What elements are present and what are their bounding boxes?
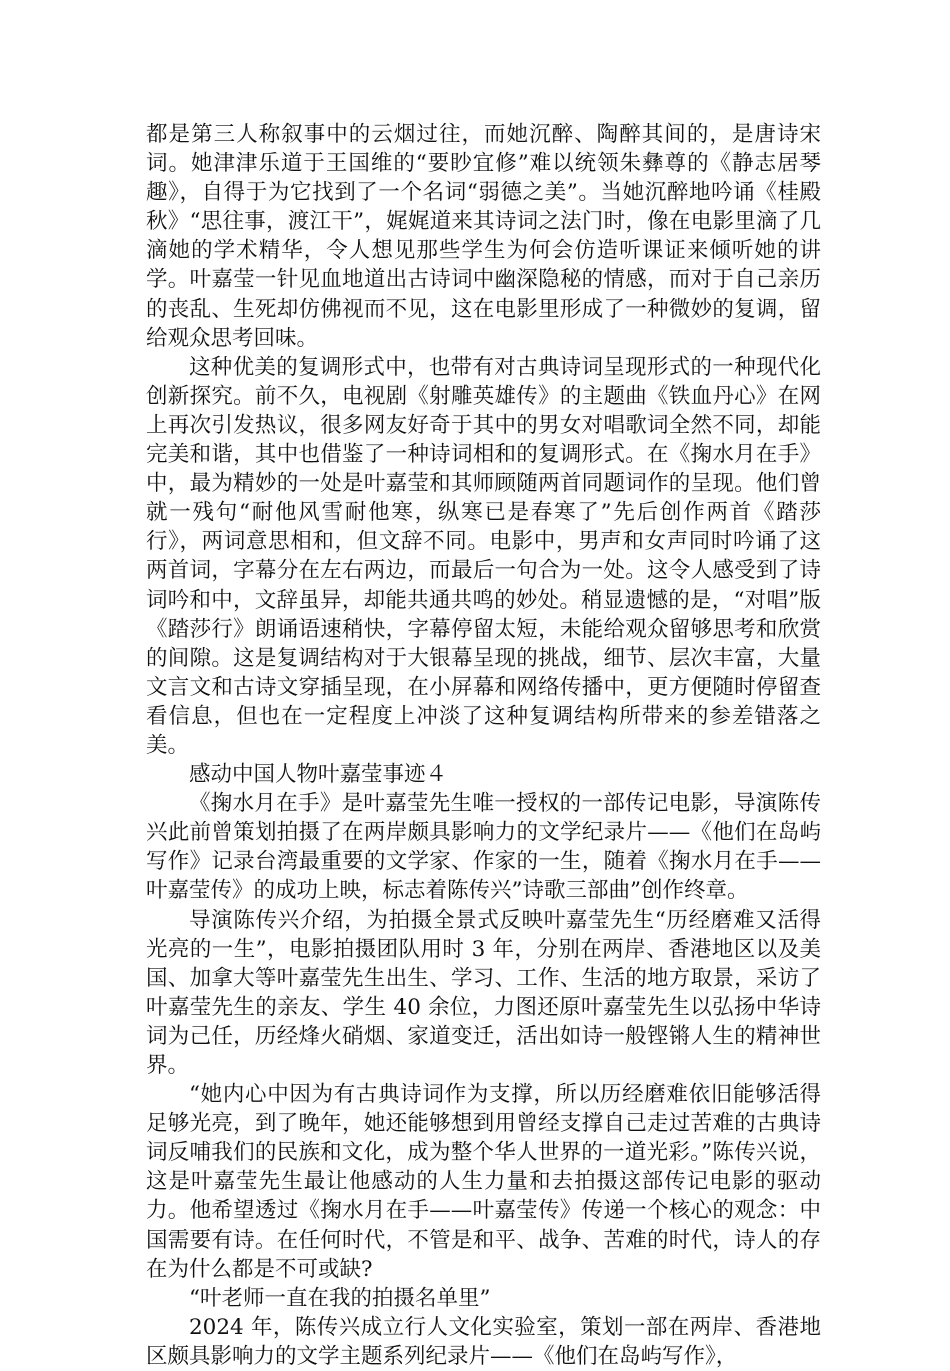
paragraph-quote: “她内心中因为有古典诗词作为支撑，所以历经磨难依旧能够活得足够光亮，到了晚年，她还能够想到用曾经支撑自己走过苦难的古典诗词反哺我们的民族和文化，成为整个华人世界的一道光彩。”陈传兴说，这是叶嘉莹先生最让他感动的人生力量和去拍摄这部传记电影的驱动力。他希望透过《掬水月在手——叶嘉莹传》传递一个核心的观念：中国需要有诗。在任何时代，不管是和平、战争、苦难的时代，诗人的存在为什么都是不可或缺? bbox=[146, 1082, 821, 1282]
paragraph-continuation: 都是第三人称叙事中的云烟过往，而她沉醉、陶醉其间的，是唐诗宋词。她津津乐道于王国维的“要眇宜修”难以统领朱彝尊的《静志居琴趣》，自得于为它找到了一个名词“弱德之美”。当她沉醉地吟诵《桂殿秋》“思往事，渡江干”，娓娓道来其诗词之法门时，像在电影里滴了几滴她的学术精华，令人想见那些学生为何会仿造听课证来倾听她的讲学。叶嘉莹一针见血地道出古诗词中幽深隐秘的情感，而对于自己亲历的丧乱、生死却仿佛视而不见，这在电影里形成了一种微妙的复调，留给观众思考回味。 bbox=[146, 122, 821, 351]
paragraph-polyphony: 这种优美的复调形式中，也带有对古典诗词呈现形式的一种现代化创新探究。前不久，电视剧《射雕英雄传》的主题曲《铁血丹心》在网上再次引发热议，很多网友好奇于其中的男女对唱歌词全然不同，却能完美和谐，其中也借鉴了一种诗词相和的复调形式。在《掬水月在手》中，最为精妙的一处是叶嘉莹和其师顾随两首同题词作的呈现。他们曾就一残句“耐他风雪耐他寒，纵寒已是春寒了”先后创作两首《踏莎行》，两词意思相和，但文辞不同。电影中，男声和女声同时吟诵了这两首词，字幕分在左右两边，而最后一句合为一处。这令人感受到了诗词吟和中，文辞虽异，却能共通共鸣的妙处。稍显遗憾的是，“对唱”版《踏莎行》朗诵语速稍快，字幕停留太短，未能给观众留够思考和欣赏的间隙。这是复调结构对于大银幕呈现的挑战，细节、层次丰富，大量文言文和古诗文穿插呈现，在小屏幕和网络传播中，更方便随时停留查看信息，但也在一定程度上冲淡了这种复调结构所带来的参差错落之美。 bbox=[146, 354, 821, 758]
section-heading: 感动中国人物叶嘉莹事迹４ bbox=[189, 762, 448, 788]
subheading-quote: “叶老师一直在我的拍摄名单里” bbox=[189, 1285, 491, 1311]
paragraph-director: 导演陈传兴介绍，为拍摄全景式反映叶嘉莹先生“历经磨难又活得光亮的一生”，电影拍摄团队用时 3 年，分别在两岸、香港地区以及美国、加拿大等叶嘉莹先生出生、学习、工作、生活的地方取景，采访了叶嘉莹先生的亲友、学生 40 余位，力图还原叶嘉莹先生以弘扬中华诗词为己任，历经烽火硝烟、家道变迁，活出如诗一般铿锵人生的精神世界。 bbox=[146, 907, 821, 1078]
paragraph-film-intro: 《掬水月在手》是叶嘉莹先生唯一授权的一部传记电影，导演陈传兴此前曾策划拍摄了在两岸颇具影响力的文学纪录片——《他们在岛屿写作》记录台湾最重要的文学家、作家的一生，随着《掬水月在手——叶嘉莹传》的成功上映，标志着陈传兴”诗歌三部曲”创作终章。 bbox=[146, 791, 821, 904]
paragraph-2024: 2024 年，陈传兴成立行人文化实验室，策划一部在两岸、香港地区颇具影响力的文学主题系列纪录片——《他们在岛屿写作》， bbox=[146, 1314, 821, 1369]
document-body bbox=[146, 120, 821, 1371]
